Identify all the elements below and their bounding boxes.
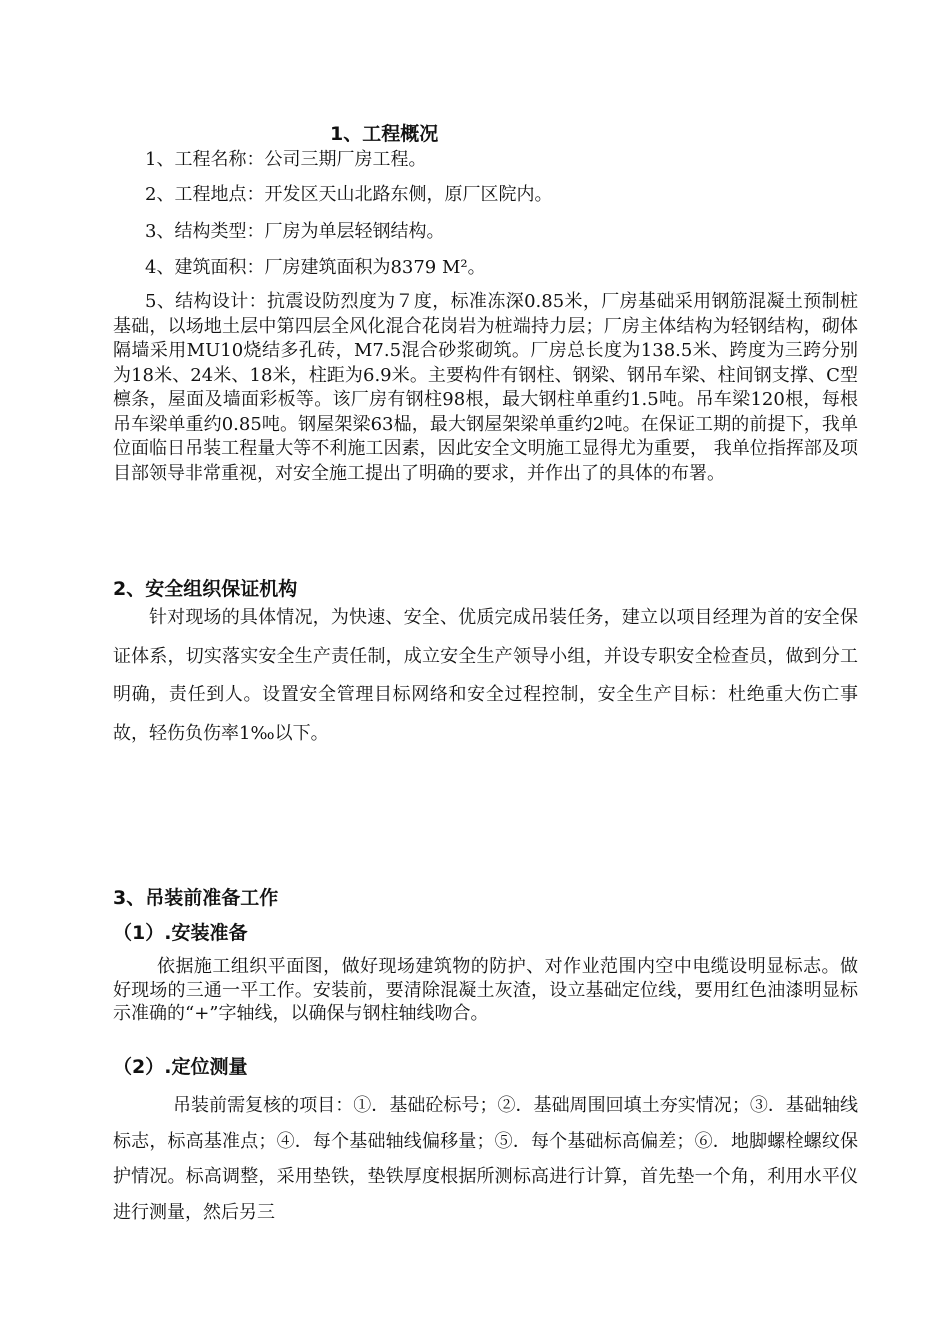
item-building-area: 4、建筑面积：厂房建筑面积为8379 M²。: [145, 257, 486, 278]
subsection-install-prep-heading: （1）.安装准备: [113, 922, 248, 944]
item-project-name: 1、工程名称：公司三期厂房工程。: [145, 149, 427, 170]
section3-heading: 3、吊装前准备工作: [113, 887, 279, 909]
install-prep-paragraph: 依据施工组织平面图，做好现场建筑物的防护、对作业范围内空中电缆设明显标志。做好现场的三通一平工作。安装前，要清除混凝土灰渣，设立基础定位线，要用红色油漆明显标示准确的“+”字轴线，以确保与钢柱轴线吻合。: [113, 956, 858, 1024]
item-structural-design: 5、结构设计：抗震设防烈度为７度，标准冻深0.85米，厂房基础采用钢筋混凝土预制桩基础，以场地土层中第四层全风化混合花岗岩为桩端持力层；厂房主体结构为轻钢结构，砌体隔墙采用MU10烧结多孔砖，M7.5混合砂浆砌筑。厂房总长度为138.5米、跨度为三跨分别为18米、24米、18米，柱距为6.9米。主要构件有钢柱、钢梁、钢吊车梁、柱间钢支撑、C型檩条，屋面及墙面彩板等。该厂房有钢柱98根，最大钢柱单重约1.5吨。吊车梁120根，每根吊车梁单重约0.85吨。钢屋架梁63榀，最大钢屋架梁单重约2吨。在保证工期的前提下，我单位面临日吊装工程量大等不利施工因素，因此安全文明施工显得尤为重要， 我单位指挥部及项目部领导非常重视，对安全施工提出了明确的要求，并作出了的具体的布署。: [113, 291, 858, 484]
section2-heading: 2、安全组织保证机构: [113, 578, 298, 600]
section1-heading: 1、工程概况: [330, 123, 439, 145]
section2-paragraph: 针对现场的具体情况，为快速、安全、优质完成吊装任务，建立以项目经理为首的安全保证体系，切实落实安全生产责任制，成立安全生产领导小组，并设专职安全检查员，做到分工明确，责任到人。设置安全管理目标网络和安全过程控制，安全生产目标：杜绝重大伤亡事故，轻伤负伤率1‰以下。: [113, 607, 858, 744]
subsection-positioning-heading: （2）.定位测量: [113, 1056, 248, 1078]
item-project-location: 2、工程地点：开发区天山北路东侧，原厂区院内。: [145, 184, 553, 205]
item-structure-type: 3、结构类型：厂房为单层轻钢结构。: [145, 221, 445, 242]
positioning-paragraph: 吊装前需复核的项目：①．基础砼标号；②．基础周围回填土夯实情况；③．基础轴线标志，标高基准点；④．每个基础轴线偏移量；⑤．每个基础标高偏差；⑥．地脚螺栓螺纹保护情况。标高调整，采用垫铁，垫铁厚度根据所测标高进行计算，首先垫一个角，利用水平仪进行测量，然后另三: [113, 1095, 858, 1223]
